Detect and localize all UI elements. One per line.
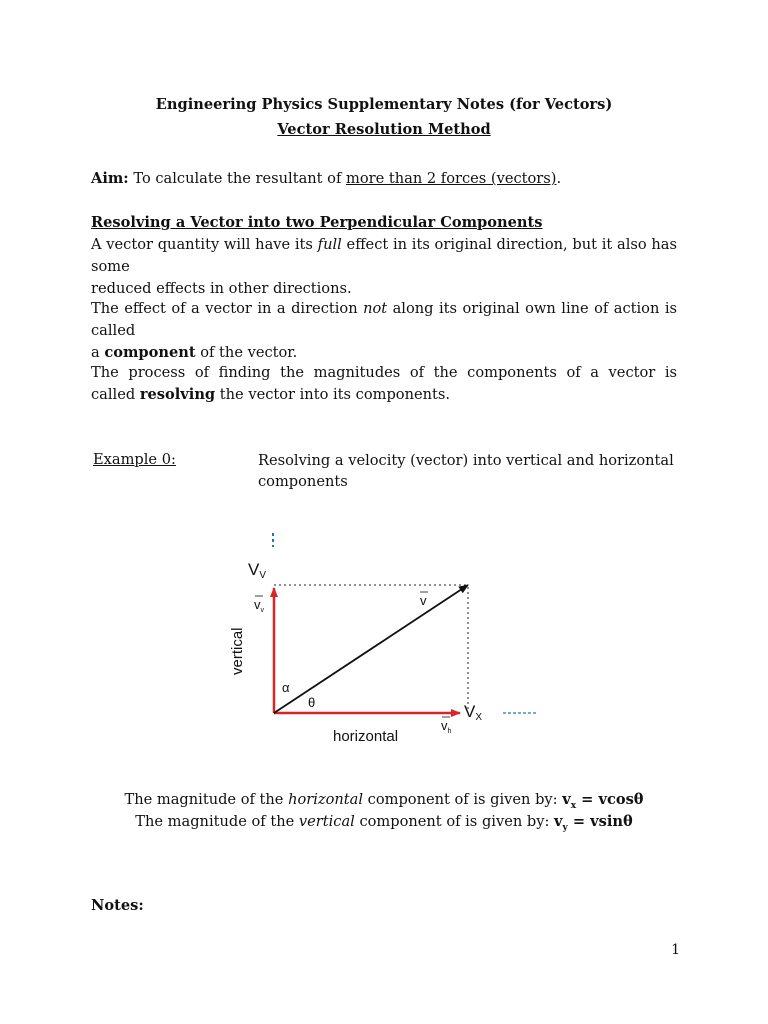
aim-underlined: more than 2 forces (vectors) (346, 170, 557, 187)
h-formula-text-a: The magnitude of the (124, 791, 289, 808)
h-formula-equation: $v_x = vcos\theta$ (562, 791, 644, 811)
example-label: Example 0: (93, 451, 176, 468)
paragraph-2-line-2 (91, 342, 677, 364)
p2-italic-not: not (363, 300, 388, 317)
p2-bold-component: component (104, 344, 196, 361)
p2-text-b: along its original own line of action is called (91, 300, 677, 339)
example-description (258, 450, 678, 492)
h-formula-italic: horizontal (288, 791, 364, 808)
aim-label: Aim: (91, 170, 129, 187)
paragraph-3-line-2 (91, 384, 677, 406)
vv-label: VV (248, 560, 267, 581)
paragraph-2 (91, 298, 677, 364)
v-arrow-label: v (420, 593, 427, 608)
vector-resolution-diagram (220, 525, 550, 755)
paragraph-1 (91, 234, 677, 300)
p2-line2-b: of the vector. (195, 344, 298, 361)
paragraph-1-line-2: reduced effects in other directions. (91, 280, 352, 297)
example-line-2: components (258, 473, 348, 490)
v-formula-text-a: The magnitude of the (135, 813, 299, 830)
page-title: Engineering Physics Supplementary Notes (for Vectors) (155, 96, 613, 113)
alpha-label: α (282, 680, 290, 695)
theta-label: θ (308, 695, 316, 710)
p2-text-a: The effect of a vector in a direction (91, 300, 364, 317)
notes-label: Notes: (91, 897, 144, 914)
v-formula-text-b: component of is given by: (354, 813, 555, 830)
v-formula-italic: vertical (298, 813, 355, 830)
resultant-vector-arrow (274, 585, 468, 713)
h-formula-text-b: component of is given by: (363, 791, 563, 808)
paragraph-1-line-1 (91, 234, 677, 278)
p1-text-b: effect in its original direction, but it also has some (91, 236, 677, 275)
paragraph-3 (91, 362, 677, 406)
p3-bold-resolving: resolving (139, 386, 216, 403)
paragraph-2-line-1 (91, 298, 677, 342)
vertical-axis-label: vertical (229, 627, 246, 675)
horizontal-axis-label: horizontal (333, 728, 399, 745)
page-subtitle: Vector Resolution Method (277, 121, 491, 138)
v-formula-equation: $v_y = vsin\theta$ (554, 813, 633, 833)
aim-line (91, 169, 561, 189)
section-heading: Resolving a Vector into two Perpendicular Components (91, 214, 543, 231)
p1-italic-full: full (317, 236, 342, 253)
paragraph-3-line-1: The process of finding the magnitudes of the components of a vector is (91, 364, 677, 381)
vh-arrow-label: $v_h$ (441, 718, 452, 735)
p2-line2-a: a (91, 344, 105, 361)
page-number: 1 (671, 942, 680, 958)
p3-line2-b: the vector into its components. (215, 386, 451, 403)
p3-line2-a: called (91, 386, 140, 403)
example-line-1: Resolving a velocity (vector) into vertical and horizontal (258, 452, 674, 469)
aim-text: To calculate the resultant of (133, 170, 346, 187)
vertical-formula-line (0, 812, 768, 838)
vx-label: VX (464, 702, 483, 723)
p1-text-a: A vector quantity will have its (91, 236, 318, 253)
vv-arrow-label: $v_v$ (254, 597, 264, 614)
aim-period: . (556, 170, 562, 187)
